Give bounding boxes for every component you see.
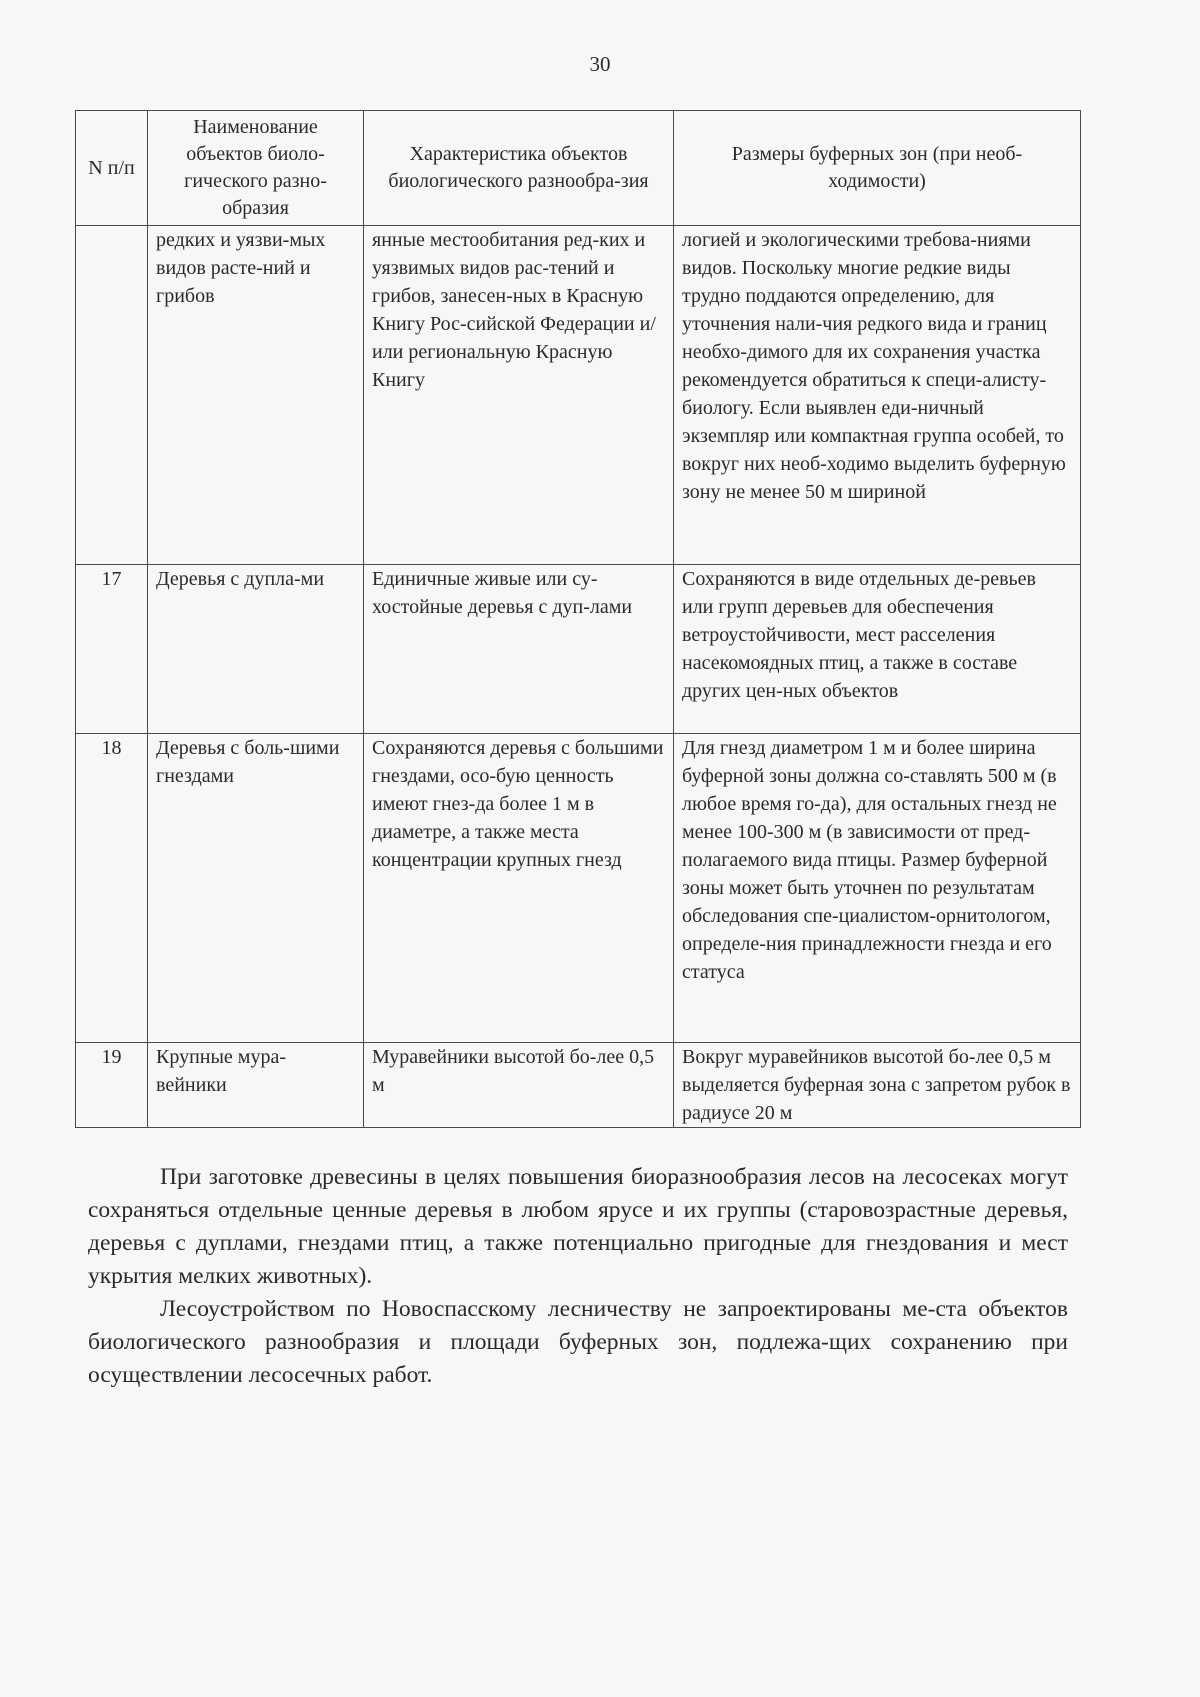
row-buffer-size: Для гнезд диаметром 1 м и более ширина буферной зоны должна со-ставлять 500 м (в любое время го-да), для остальных гнезд не менее 100-300 м (в зависимости от пред-полагаемого вида птицы. Размер буферной зоны может быть уточнен по результатам обследования спе-циалистом-орнитологом, определе-ния принадлежности гнезда и его статуса <box>674 734 1081 1043</box>
body-paragraph: Лесоустройством по Новоспасскому лесничеству не запроектированы ме-ста объектов биологического разнообразия и площади буферных зон, подлежа-щих сохранению при осуществлении лесосечных работ. <box>88 1296 1068 1388</box>
biodiversity-table <box>75 110 1081 1128</box>
table-row <box>76 565 1081 734</box>
row-characteristic: янные местообитания ред-ких и уязвимых видов рас-тений и грибов, занесен-ных в Красную Книгу Рос-сийской Федерации и/или региональную Красную Книгу <box>364 226 674 565</box>
table-row <box>76 1043 1081 1128</box>
page-number: 30 <box>589 52 611 76</box>
header-buffer-size: Размеры буферных зон (при необ-ходимости) <box>674 111 1081 226</box>
header-characteristic: Характеристика объектов биологического разнообра-зия <box>364 111 674 226</box>
header-number: N п/п <box>76 111 148 226</box>
row-number: 19 <box>76 1043 148 1128</box>
table-row <box>76 734 1081 1043</box>
row-buffer-size: Вокруг муравейников высотой бо-лее 0,5 м выделяется буферная зона с запретом рубок в радиусе 20 м <box>674 1043 1081 1128</box>
row-characteristic: Муравейники высотой бо-лее 0,5 м <box>364 1043 674 1128</box>
row-characteristic: Единичные живые или су-хостойные деревья с дуп-лами <box>364 565 674 734</box>
row-object-name: Деревья с боль-шими гнездами <box>148 734 364 1043</box>
row-characteristic: Сохраняются деревья с большими гнездами, осо-бую ценность имеют гнез-да более 1 м в диаметре, а также места концентрации крупных гнезд <box>364 734 674 1043</box>
header-object-name: Наименование объектов биоло-гического разно-образия <box>148 111 364 226</box>
body-paragraph: При заготовке древесины в целях повышения биоразнообразия лесов на лесосеках могут сохраняться отдельные ценные деревья в любом ярусе и их группы (старовозрастные деревья, деревья с дуплами, гнездами птиц, а также потенциально пригодные для гнездования и мест укрытия мелких животных). <box>88 1164 1068 1289</box>
row-object-name: Деревья с дупла-ми <box>148 565 364 734</box>
table-row <box>76 226 1081 565</box>
row-number: 17 <box>76 565 148 734</box>
row-object-name: Крупные мура-вейники <box>148 1043 364 1128</box>
row-buffer-size: Сохраняются в виде отдельных де-ревьев или групп деревьев для обеспечения ветроустойчивости, мест расселения насекомоядных птиц, а также в составе других цен-ных объектов <box>674 565 1081 734</box>
row-buffer-size: логией и экологическими требова-ниями видов. Поскольку многие редкие виды трудно поддаются определению, для уточнения нали-чия редкого вида и границ необхо-димого для их сохранения участка рекомендуется обратиться к специ-алисту-биологу. Если выявлен еди-ничный экземпляр или компактная группа особей, то вокруг них необ-ходимо выделить буферную зону не менее 50 м шириной <box>674 226 1081 565</box>
row-number <box>76 226 148 565</box>
row-object-name: редких и уязви-мых видов расте-ний и грибов <box>148 226 364 565</box>
table-header-row <box>76 111 1081 226</box>
row-number: 18 <box>76 734 148 1043</box>
